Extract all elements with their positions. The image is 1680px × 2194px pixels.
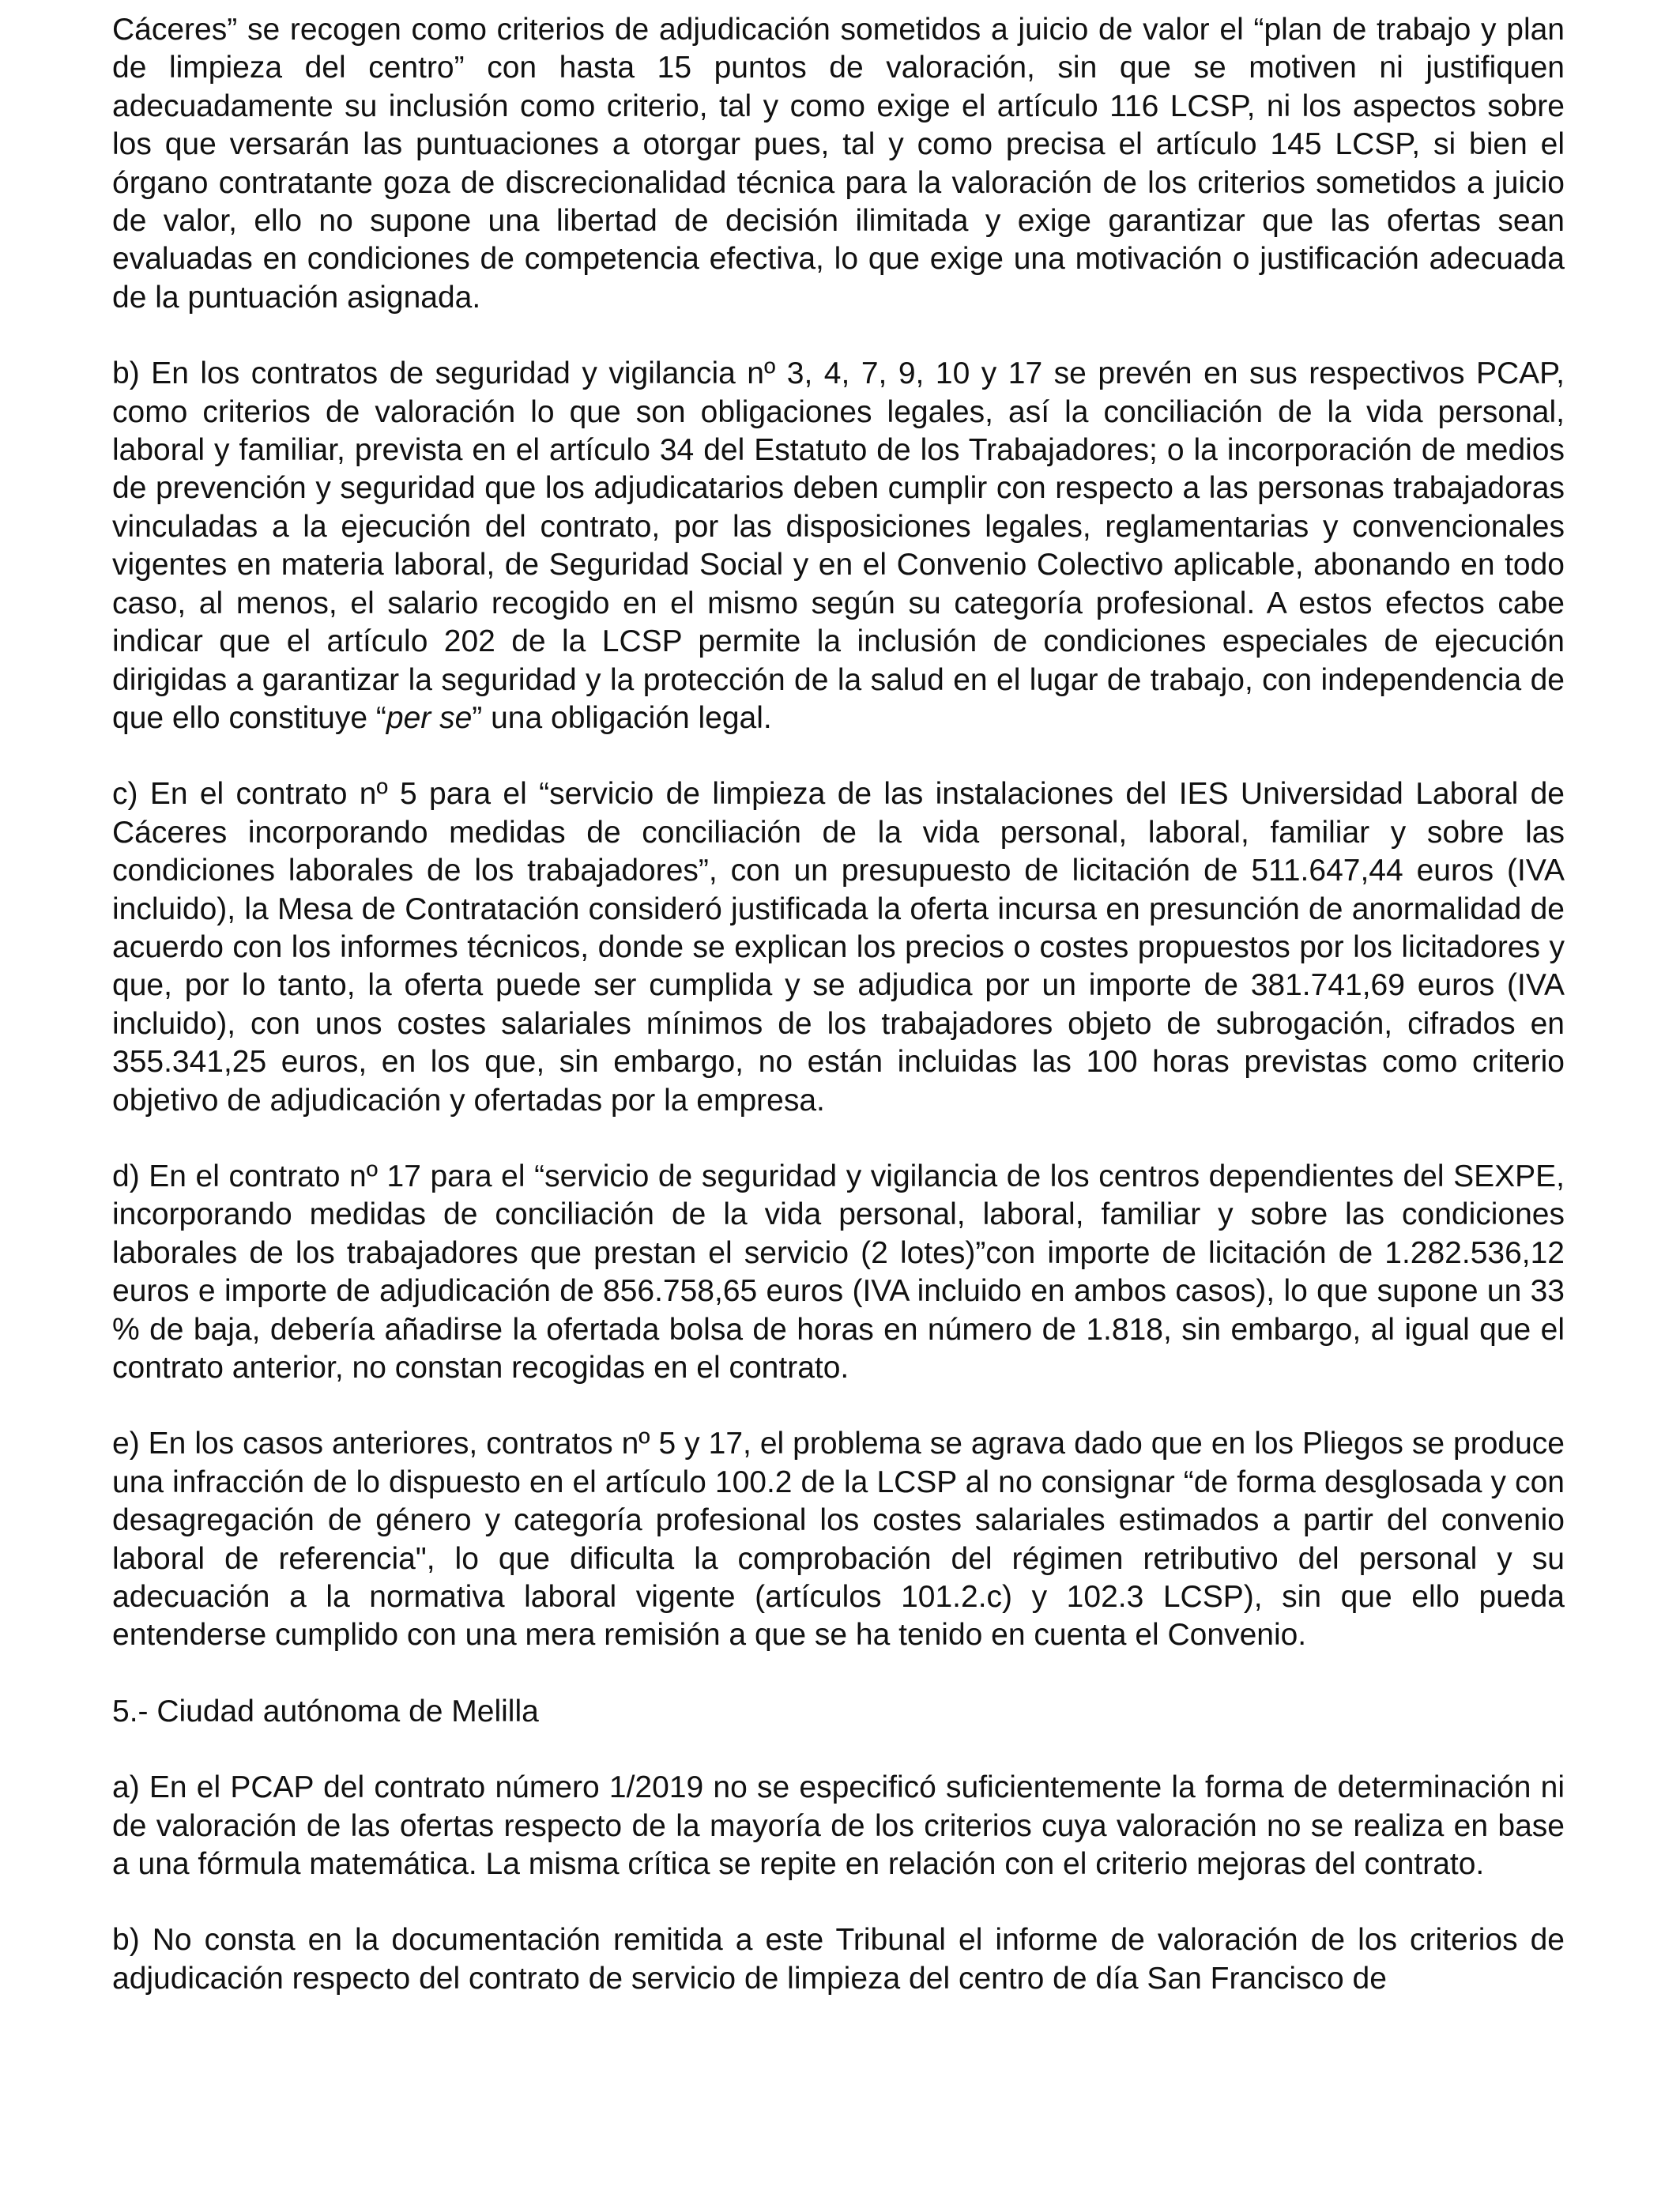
section-heading-melilla: 5.- Ciudad autónoma de Melilla — [112, 1694, 539, 1728]
paragraph-b-melilla-report: b) No consta en la documentación remitida a este Tribunal el informe de valoración de los criterios de adjudicación respecto del contrato de servicio de limpieza del centro de día San Francisco de — [112, 1923, 1565, 1996]
paragraph-d-contract-17: d) En el contrato nº 17 para el “servicio de seguridad y vigilancia de los centros dependientes del SEXPE, incorporando medidas de conciliación de la vida personal, laboral, familiar y sobre las condiciones laborales de los trabajadores que prestan el servicio (2 lotes)”con importe de licitación de 1.282.536,12 euros e importe de adjudicación de 856.758,65 euros (IVA incluido en ambos casos), lo que supone un 33 % de baja, debería añadirse la ofertada bolsa de horas en número de 1.818, sin embargo, al igual que el contrato anterior, no constan recogidas en el contrato. — [112, 1159, 1565, 1385]
paragraph-e-salary-costs: e) En los casos anteriores, contratos nº 5 y 17, el problema se agrava dado que en los Pliegos se produce una infracción de lo dispuesto en el artículo 100.2 de la LCSP al no consignar “de forma desglosada y con desagregación de género y categoría profesional los costes salariales estimados a partir del convenio laboral de referencia", lo que dificulta la comprobación del régimen retributivo del personal y su adecuación a la normativa laboral vigente (artículos 101.2.c) y 102.3 LCSP), sin que ello pueda entenderse cumplido con una mera remisión a que se ha tenido en cuenta el Convenio. — [112, 1427, 1565, 1653]
paragraph-a-melilla-pcap: a) En el PCAP del contrato número 1/2019 no se especificó suficientemente la forma de determinación ni de valoración de las ofertas respecto de la mayoría de los criterios cuya valoración no se realiza en base a una fórmula matemática. La misma crítica se repite en relación con el criterio mejoras del contrato. — [112, 1770, 1565, 1882]
paragraph-b-security-contracts — [112, 355, 1565, 737]
paragraph-c-contract-5: c) En el contrato nº 5 para el “servicio de limpieza de las instalaciones del IES Universidad Laboral de Cáceres incorporando medidas de conciliación de la vida personal, laboral, familiar y sobre las condiciones laborales de los trabajadores”, con un presupuesto de licitación de 511.647,44 euros (IVA incluido), la Mesa de Contratación consideró justificada la oferta incursa en presunción de anormalidad de acuerdo con los informes técnicos, donde se explican los precios o costes propuestos por los licitadores y que, por lo tanto, la oferta puede ser cumplida y se adjudica por un importe de 381.741,69 euros (IVA incluido), con unos costes salariales mínimos de los trabajadores objeto de subrogación, cifrados en 355.341,25 euros, en los que, sin embargo, no están incluidas las 100 horas previstas como criterio objetivo de adjudicación y ofertadas por la empresa. — [112, 777, 1565, 1118]
document-page — [112, 11, 1565, 2036]
italic-per-se: per se — [386, 700, 473, 735]
paragraph-b-text-end: ” una obligación legal. — [472, 700, 772, 735]
paragraph-b-text-start: b) En los contratos de seguridad y vigilancia nº 3, 4, 7, 9, 10 y 17 se prevén en sus respectivos PCAP, como criterios de valoración lo que son obligaciones legales, así la conciliación de la vida personal, laboral y familiar, prevista en el artículo 34 del Estatuto de los Trabajadores; o la incorporación de medios de prevención y seguridad que los adjudicatarios deben cumplir con respecto a las personas trabajadoras vinculadas a la ejecución del contrato, por las disposiciones legales, reglamentarias y convencionales vigentes en materia laboral, de Seguridad Social y en el Convenio Colectivo aplicable, abonando en todo caso, al menos, el salario recogido en el mismo según su categoría profesional. A estos efectos cabe indicar que el artículo 202 de la LCSP permite la inclusión de condiciones especiales de ejecución dirigidas a garantizar la seguridad y la protección de la salud en el lugar de trabajo, con independencia de que ello constituye “ — [112, 356, 1565, 735]
paragraph-caceres-criteria: Cáceres” se recogen como criterios de adjudicación sometidos a juicio de valor el “plan de trabajo y plan de limpieza del centro” con hasta 15 puntos de valoración, sin que se motiven ni justifiquen adecuadamente su inclusión como criterio, tal y como exige el artículo 116 LCSP, ni los aspectos sobre los que versarán las puntuaciones a otorgar pues, tal y como precisa el artículo 145 LCSP, si bien el órgano contratante goza de discrecionalidad técnica para la valoración de los criterios sometidos a juicio de valor, ello no supone una libertad de decisión ilimitada y exige garantizar que las ofertas sean evaluadas en condiciones de competencia efectiva, lo que exige una motivación o justificación adecuada de la puntuación asignada. — [112, 13, 1565, 315]
